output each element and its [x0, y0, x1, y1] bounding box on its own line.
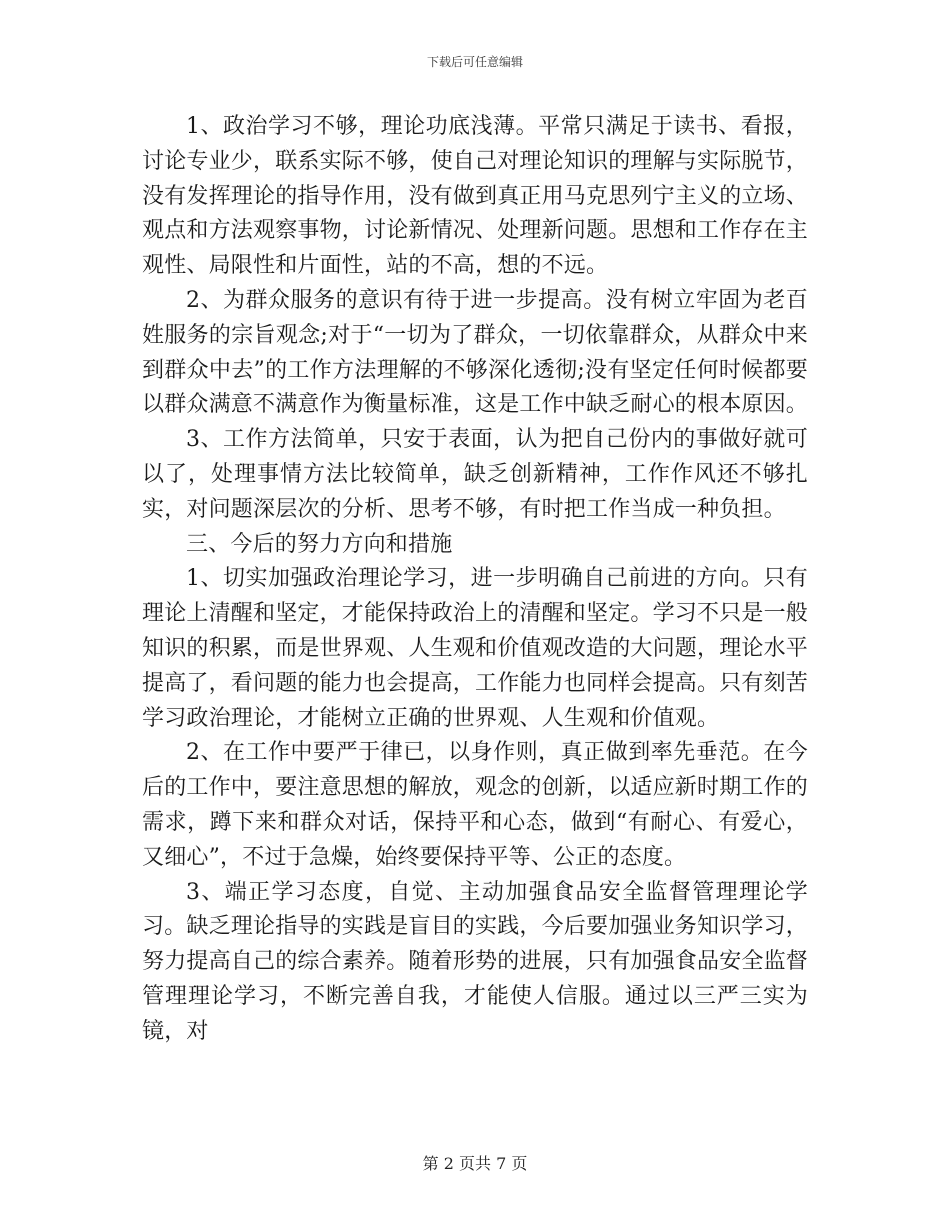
document-body: [142, 110, 808, 1050]
page-number: 第 2 页共 7 页: [422, 1154, 528, 1173]
page-footer: [0, 1154, 950, 1174]
section-heading: 三、今后的努力方向和措施: [186, 531, 453, 557]
paragraph-2: 2、为群众服务的意识有待于进一步提高。没有树立牢固为老百姓服务的宗旨观念;对于“一切为了群众，一切依靠群众，从群众中来到群众中去”的工作方法理解的不够深化透彻;没有坚定任何时候都要以群众满意不满意作为衡量标准，这是工作中缺乏耐心的根本原因。: [142, 287, 809, 418]
paragraph-4: 1、切实加强政治理论学习，进一步明确自己前进的方向。只有理论上清醒和坚定，才能保持政治上的清醒和坚定。学习不只是一般知识的积累，而是世界观、人生观和价值观改造的大问题，理论水平提高了，看问题的能力也会提高，工作能力也同样会提高。只有刻苦学习政治理论，才能树立正确的世界观、人生观和价值观。: [142, 566, 809, 731]
paragraph-1: 1、政治学习不够，理论功底浅薄。平常只满足于读书、看报，讨论专业少，联系实际不够，使自己对理论知识的理解与实际脱节，没有发挥理论的指导作用，没有做到真正用马克思列宁主义的立场、观点和方法观察事物，讨论新情况、处理新问题。思想和工作存在主观性、局限性和片面性，站的不高，想的不远。: [142, 114, 809, 279]
paragraph-3: 3、工作方法简单，只安于表面，认为把自己份内的事做好就可以了，处理事情方法比较简单，缺乏创新精神，工作作风还不够扎实，对问题深层次的分析、思考不够，有时把工作当成一种负担。: [142, 427, 808, 522]
paragraph-6: 3、端正学习态度，自觉、主动加强食品安全监督管理理论学习。缺乏理论指导的实践是盲目的实践，今后要加强业务知识学习，努力提高自己的综合素养。随着形势的进展，只有加强食品安全监督管理理论学习，不断完善自我，才能使人信服。通过以三严三实为镜，对: [142, 879, 809, 1044]
page-header: [0, 54, 950, 70]
header-note: 下载后可任意编辑: [426, 55, 523, 69]
paragraph-5: 2、在工作中要严于律已，以身作则，真正做到率先垂范。在今后的工作中，要注意思想的解放，观念的创新，以适应新时期工作的需求，蹲下来和群众对话，保持平和心态，做到“有耐心、有爱心，又细心”，不过于急燥，始终要保持平等、公正的态度。: [142, 740, 809, 870]
